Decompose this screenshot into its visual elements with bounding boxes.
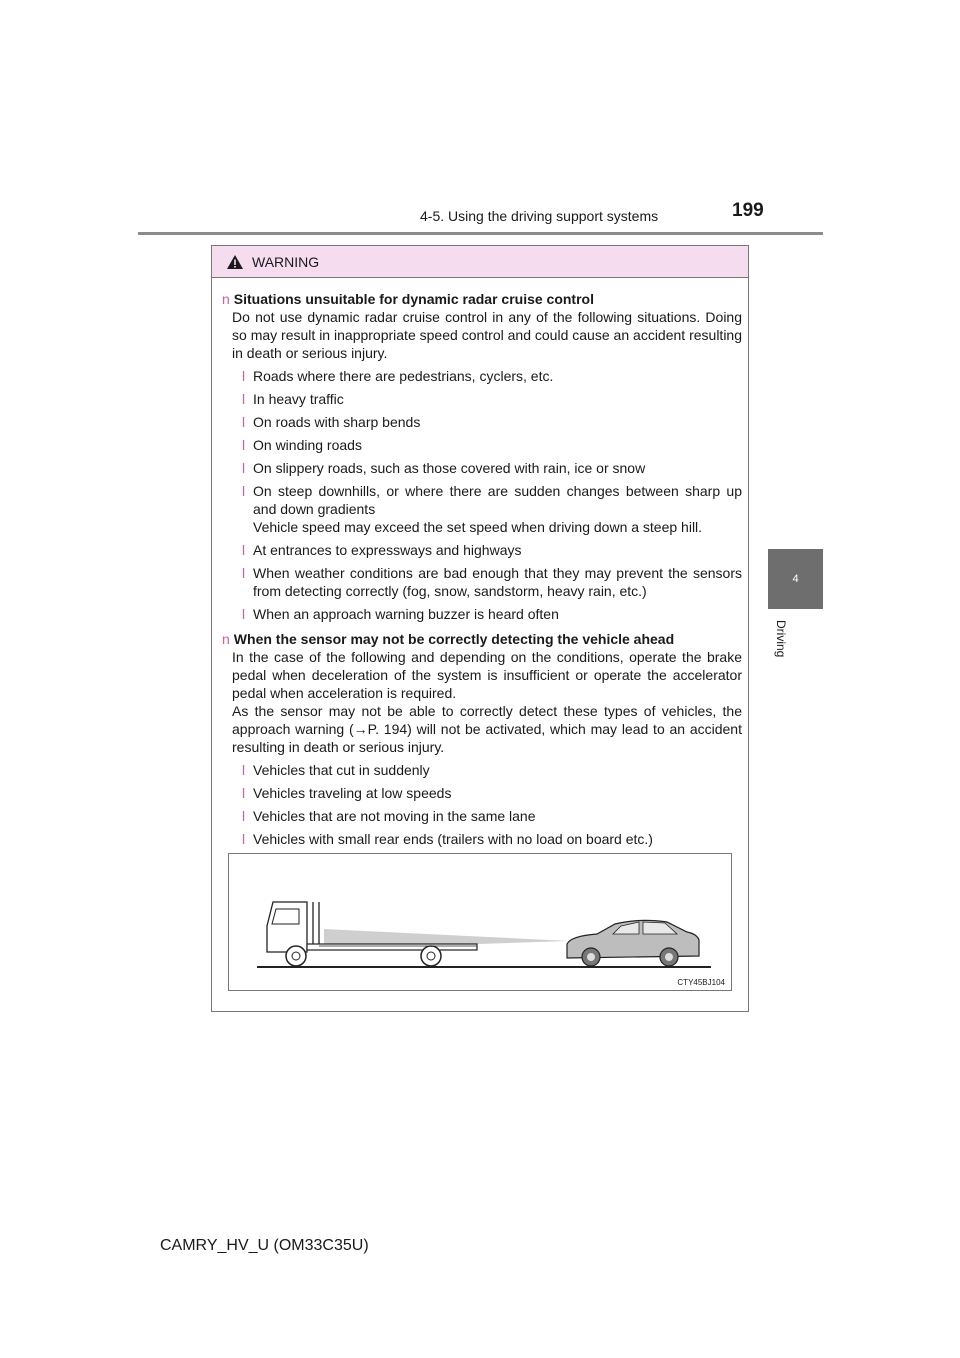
list-item	[242, 784, 742, 802]
item-text: Vehicles with small rear ends (trailers with no load on board etc.)	[253, 831, 653, 847]
item-text: Vehicles that cut in suddenly	[253, 762, 430, 778]
header-rule	[138, 232, 823, 235]
item-text: When weather conditions are bad enough that they may prevent the sensors from detecting correctly (fog, snow, sandstorm, heavy rain, etc.)	[253, 565, 742, 599]
section-paragraph: Do not use dynamic radar cruise control in any of the following situations. Doing so may result in inappropriate speed control and could cause an accident resulting in death or serious injury.	[232, 309, 742, 361]
section-title	[222, 630, 742, 648]
warning-header	[212, 246, 748, 278]
list-item	[242, 459, 742, 477]
item-note: Vehicle speed may exceed the set speed when driving down a steep hill.	[253, 519, 703, 535]
list-item	[242, 541, 742, 559]
page-number: 199	[732, 200, 764, 221]
item-text: On steep downhills, or where there are sudden changes between sharp up and down gradients	[253, 483, 742, 517]
item-bullet: l	[242, 368, 246, 384]
section-title	[222, 290, 742, 308]
item-bullet: l	[242, 831, 246, 847]
list-item	[242, 482, 742, 536]
item-text: When an approach warning buzzer is heard often	[253, 606, 559, 622]
list-item	[242, 436, 742, 454]
section-paragraph: As the sensor may not be able to correctly detect these types of vehicles, the approach warning (→P. 194) will not be activated, which may lead to an accident resulting in death or serious injury.	[232, 703, 742, 755]
chapter-label: Driving	[774, 620, 788, 658]
list-item	[242, 413, 742, 431]
figure-code: CTY45BJ104	[677, 978, 725, 987]
item-bullet: l	[242, 391, 246, 407]
item-bullet: l	[242, 414, 246, 430]
truck-and-car-illustration	[229, 854, 731, 990]
item-text-block	[253, 482, 742, 536]
section-title-text: When the sensor may not be correctly detecting the vehicle ahead	[233, 631, 675, 647]
item-text: In heavy traffic	[253, 391, 344, 407]
item-text: Vehicles traveling at low speeds	[253, 785, 452, 801]
item-text: Roads where there are pedestrians, cyclers, etc.	[253, 368, 554, 384]
item-bullet: l	[242, 437, 246, 453]
item-text: On winding roads	[253, 437, 362, 453]
item-bullet: l	[242, 808, 246, 824]
list-item	[242, 605, 742, 623]
list-item	[242, 830, 742, 848]
illustration-frame	[228, 853, 732, 991]
section-bullet: n	[222, 631, 230, 647]
list-item	[242, 807, 742, 825]
section-bullet: n	[222, 291, 230, 307]
item-bullet: l	[242, 565, 246, 581]
item-bullet: l	[242, 785, 246, 801]
section-title-text: Situations unsuitable for dynamic radar cruise control	[233, 291, 594, 307]
item-bullet: l	[242, 460, 246, 476]
item-text: On slippery roads, such as those covered with rain, ice or snow	[253, 460, 646, 476]
model-code-footer: CAMRY_HV_U (OM33C35U)	[160, 1237, 369, 1254]
item-bullet: l	[242, 542, 246, 558]
list-item	[242, 367, 742, 385]
warning-body	[212, 278, 748, 848]
header-section-title: 4-5. Using the driving support systems	[420, 208, 659, 224]
warning-title: WARNING	[252, 253, 320, 270]
item-text: On roads with sharp bends	[253, 414, 421, 430]
chapter-tab: 4	[768, 549, 823, 609]
list-item	[242, 390, 742, 408]
list-item	[242, 564, 742, 600]
item-text: At entrances to expressways and highways	[253, 542, 522, 558]
item-bullet: l	[242, 762, 246, 778]
list-item	[242, 761, 742, 779]
section-paragraph: In the case of the following and depending on the conditions, operate the brake pedal when deceleration of the system is insufficient or operate the accelerator pedal when acceleration is required.	[232, 649, 742, 701]
warning-triangle-icon	[226, 254, 244, 270]
item-bullet: l	[242, 483, 246, 499]
item-text: Vehicles that are not moving in the same lane	[253, 808, 536, 824]
item-bullet: l	[242, 606, 246, 622]
